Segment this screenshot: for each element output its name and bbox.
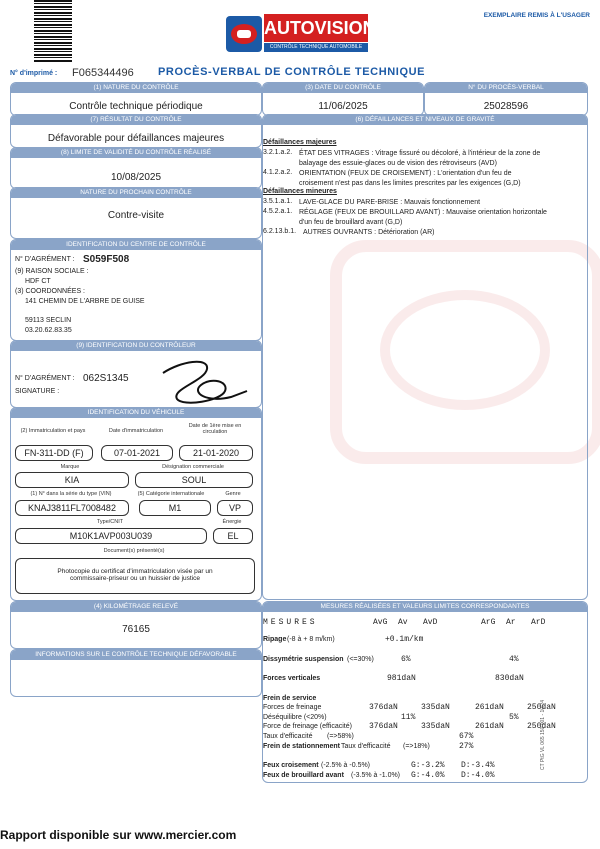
stat-taux-label: Taux d'efficacité (341, 743, 391, 750)
deseq-label: Déséquilibre (<20%) (263, 714, 327, 721)
date-immat-value: 07-01-2021 (101, 445, 173, 461)
marque-label: Marque (60, 464, 80, 470)
center-phone: 03.20.62.83.35 (25, 327, 72, 334)
logo-car-icon (226, 16, 262, 52)
center-coord-label: (3) COORDONNÉES : (15, 288, 86, 295)
date-header: (3) DATE DU CONTRÔLE (263, 83, 423, 93)
controller-agrement: 062S1345 (83, 373, 129, 384)
col-avg: AvG (373, 618, 388, 627)
form-number-label: N° d'imprimé : (10, 70, 58, 77)
center-address: 141 CHEMIN DE L'ARBRE DE GUISE (25, 298, 145, 305)
defect-code: 6.2.13.b.1. (263, 228, 297, 235)
signature-image (151, 355, 251, 407)
date-box (262, 82, 424, 116)
category-value: M1 (139, 500, 211, 516)
documents-line: Photocopie du certificat d'immatriculation visée par un (57, 568, 213, 575)
forces-ar: 830daN (495, 674, 524, 683)
col-av: Av (398, 618, 408, 627)
defect-code: 3.5.1.a.1. (263, 198, 293, 205)
forces-av: 981daN (387, 674, 416, 683)
croise-label: Feux croisement (263, 762, 319, 769)
major-title: Défaillances majeures (263, 139, 337, 146)
eff-value: 376daN (369, 722, 398, 731)
genre-value: VP (217, 500, 253, 516)
energy-value: EL (213, 528, 253, 544)
eff-value: 335daN (421, 722, 450, 731)
center-box (10, 239, 262, 341)
defect-code: 4.5.2.a.1. (263, 208, 293, 215)
next-value: Contre-visite (107, 210, 165, 221)
copy-label: EXEMPLAIRE REMIS À L'USAGER (483, 12, 590, 19)
stat-value: 27% (459, 742, 474, 751)
brouil-label: Feux de brouillard avant (263, 772, 344, 779)
stat-label: Frein de stationnement (263, 743, 341, 750)
forces-label: Forces verticales (263, 675, 321, 682)
immat-label: (2) Immatriculation et pays (20, 428, 86, 434)
documents-box (15, 558, 255, 594)
eff-value: 250daN (527, 722, 556, 731)
validity-header: (8) LIMITE DE VALIDITÉ DU CONTRÔLE RÉALISÉ (11, 148, 261, 158)
ripage-value: +0.1m/km (385, 635, 424, 644)
documents-label: Document(s) présenté(s) (103, 548, 165, 554)
croise-limit: (-2.5% à -0.5%) (321, 762, 371, 769)
page-title: PROCÈS-VERBAL DE CONTRÔLE TECHNIQUE (158, 66, 426, 78)
documents-line: commissaire-priseur ou un huissier de justice (69, 575, 201, 582)
pv-box (424, 82, 588, 116)
model-value: SOUL (135, 472, 253, 488)
ripage-limit: (-8 à + 8 m/km) (287, 636, 335, 643)
genre-label: Genre (225, 491, 241, 497)
defect-code: 4.1.2.a.2. (263, 169, 293, 176)
vin-value: KNAJ3811FL7008482 (15, 500, 129, 516)
side-reference: CT PtG VL 065 150 001 - 10/24 (540, 699, 546, 770)
stat-limit: (=>18%) (403, 743, 430, 750)
brouil-g: G:-4.0% (411, 771, 445, 780)
eff-value: 261daN (475, 722, 504, 731)
result-value: Défavorable pour défaillances majeures (47, 133, 225, 144)
defect-text: ÉTAT DES VITRAGES : Vitrage fissuré ou décoloré, à l'intérieur de la zone de balayage des essuie-glaces ou de vision des rétroviseurs (AVD) (299, 150, 541, 167)
controller-box (10, 340, 262, 408)
nature-value: Contrôle technique périodique (69, 101, 203, 112)
energy-label: Énergie (222, 519, 242, 525)
validity-value: 10/08/2025 (110, 172, 162, 183)
brand-subtitle: CONTRÔLE TECHNIQUE AUTOMOBILE (264, 43, 368, 52)
defect-text: ORIENTATION (FEUX DE CROISEMENT) : L'orientation d'un feu de croisement n'est pas dans les limites prescrites par les exigences (G,D) (299, 170, 521, 187)
date-value: 11/06/2025 (318, 101, 368, 112)
service-label: Frein de service (263, 695, 317, 702)
brouil-d: D:-4.0% (461, 771, 495, 780)
validity-box (10, 147, 262, 189)
freinage-value: 250daN (527, 703, 556, 712)
center-raison: HDF CT (25, 278, 51, 285)
date-immat-label: Date d'immatriculation (108, 428, 164, 434)
first-circulation-value: 21-01-2020 (179, 445, 253, 461)
result-header: (7) RÉSULTAT DU CONTRÔLE (11, 115, 261, 125)
mileage-header: (4) KILOMÉTRAGE RELEVÉ (11, 602, 261, 612)
center-raison-label: (9) RAISON SOCIALE : (15, 268, 89, 275)
nature-box (10, 82, 262, 116)
defects-box (262, 114, 588, 600)
form-number: F065344496 (72, 67, 134, 79)
mileage-value: 76165 (122, 624, 150, 635)
type-label: Type/CNIT (96, 519, 124, 525)
croise-d: D:-3.4% (461, 761, 495, 770)
defect-text: RÉGLAGE (FEUX DE BROUILLARD AVANT) : Mauvaise orientation horizontale d'un feu de brouillard avant (G,D) (299, 209, 547, 226)
info-box (10, 649, 262, 697)
footer-note: Rapport disponible sur www.mercier.com (0, 828, 237, 842)
col-ard: ArD (531, 618, 546, 627)
eff-label: Force de freinage (efficacité) (263, 723, 352, 730)
dissym-label: Dissymétrie suspension (263, 656, 344, 663)
minor-title: Défaillances mineures (263, 188, 337, 195)
next-header: NATURE DU PROCHAIN CONTRÔLE (11, 188, 261, 198)
type-value: M10K1AVP003U039 (15, 528, 207, 544)
immat-value: FN-311-DD (F) (15, 445, 93, 461)
ripage-label: Ripage (263, 636, 287, 643)
center-header: IDENTIFICATION DU CENTRE DE CONTRÔLE (11, 240, 261, 250)
info-header: INFORMATIONS SUR LE CONTRÔLE TECHNIQUE DÉFAVORABLE (11, 650, 261, 660)
freinage-label: Forces de freinage (263, 704, 322, 711)
dissym-av: 6% (401, 655, 411, 664)
defect-text: AUTRES OUVRANTS : Détérioration (AR) (303, 229, 435, 236)
first-circulation-label: Date de 1ère mise en circulation (188, 423, 242, 435)
croise-g: G:-3.2% (411, 761, 445, 770)
freinage-value: 261daN (475, 703, 504, 712)
result-box (10, 114, 262, 148)
marque-value: KIA (15, 472, 129, 488)
autovision-logo (226, 14, 376, 54)
controller-agrement-label: N° D'AGRÉMENT : (15, 375, 75, 382)
deseq-av: 11% (401, 713, 416, 722)
col-avd: AvD (423, 618, 438, 627)
model-label: Désignation commerciale (162, 464, 224, 470)
dissym-ar: 4% (509, 655, 519, 664)
mileage-box (10, 601, 262, 649)
center-agrement: S059F508 (83, 254, 130, 265)
brand-name: AUTOVISION (264, 14, 368, 42)
taux-limit: (=>58%) (327, 733, 354, 740)
col-ar: Ar (506, 618, 516, 627)
deseq-ar: 5% (509, 713, 519, 722)
freinage-value: 335daN (421, 703, 450, 712)
vin-label: (1) N° dans la série du type (VIN) (30, 491, 112, 497)
controller-header: (9) IDENTIFICATION DU CONTRÔLEUR (11, 341, 261, 351)
dissym-limit: (<=30%) (347, 656, 374, 663)
pv-header: N° DU PROCÈS-VERBAL (425, 83, 587, 93)
center-agrement-label: N° D'AGRÉMENT : (15, 256, 75, 263)
category-label: (5) Catégorie internationale (137, 491, 205, 497)
measures-header: MESURES RÉALISÉES ET VALEURS LIMITES CORRESPONDANTES (263, 602, 587, 612)
center-city: 59113 SECLIN (25, 317, 72, 324)
next-box (10, 187, 262, 239)
nature-header: (1) NATURE DU CONTRÔLE (11, 83, 261, 93)
pv-value: 25028596 (483, 101, 529, 112)
signature-label: SIGNATURE : (15, 388, 60, 395)
defects-header: (6) DÉFAILLANCES ET NIVEAUX DE GRAVITÉ (263, 115, 587, 125)
defect-code: 3.2.1.a.2. (263, 149, 293, 156)
brouil-limit: (-3.5% à -1.0%) (351, 772, 401, 779)
taux-label: Taux d'efficacité (263, 733, 313, 740)
col-arg: ArG (481, 618, 496, 627)
taux-value: 67% (459, 732, 474, 741)
freinage-value: 376daN (369, 703, 398, 712)
defect-text: LAVE-GLACE DU PARE-BRISE : Mauvais fonctionnement (299, 199, 481, 206)
barcode (34, 0, 72, 62)
vehicle-header: IDENTIFICATION DU VÉHICULE (11, 408, 261, 418)
measures-head: MESURES (263, 618, 318, 627)
vehicle-box (10, 407, 262, 601)
